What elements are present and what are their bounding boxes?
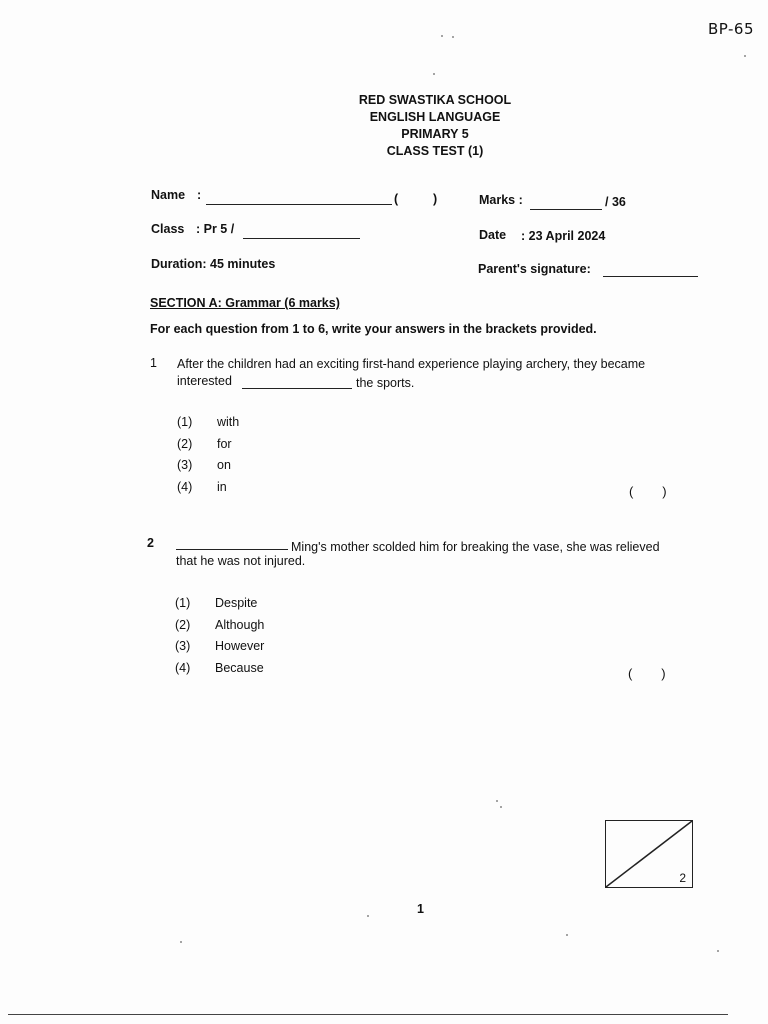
register-paren-close: ) xyxy=(433,192,438,206)
option-number: (1) xyxy=(175,596,191,610)
option-text: Although xyxy=(215,617,265,632)
class-label: Class xyxy=(151,222,185,236)
question-1-text-end: the sports. xyxy=(356,376,415,390)
bottom-rule xyxy=(8,1014,728,1015)
name-colon: : xyxy=(197,188,202,202)
date-label: Date xyxy=(479,228,507,242)
scan-speck xyxy=(367,915,369,917)
scan-speck xyxy=(717,950,719,952)
question-1-answer-bracket[interactable]: ( ) xyxy=(629,484,667,499)
scan-speck xyxy=(744,55,746,57)
question-2-blank[interactable] xyxy=(176,536,288,550)
option-text: in xyxy=(217,479,227,494)
question-2-number: 2 xyxy=(147,536,154,550)
option-number: (1) xyxy=(177,415,193,429)
question-1-text-line2: interested xyxy=(177,374,232,388)
option-number: (3) xyxy=(175,639,191,653)
question-2-text-line2: that he was not injured. xyxy=(176,554,306,568)
option-text: Because xyxy=(215,660,264,675)
option-number: (4) xyxy=(175,660,191,675)
scan-speck xyxy=(441,35,443,37)
option-number: (2) xyxy=(175,617,191,632)
question-2-answer-bracket[interactable]: ( ) xyxy=(628,666,666,681)
question-1-options xyxy=(177,412,239,498)
option-number: (2) xyxy=(177,436,193,451)
scan-speck xyxy=(496,800,498,802)
option-text: However xyxy=(215,639,265,653)
question-2-options xyxy=(175,593,264,679)
test-name: CLASS TEST (1) xyxy=(386,144,484,158)
option-row[interactable] xyxy=(175,636,264,658)
section-instruction: For each question from 1 to 6, write your answers in the brackets provided. xyxy=(150,322,597,336)
name-field[interactable] xyxy=(206,190,392,205)
option-text: Despite xyxy=(215,596,258,610)
scan-speck xyxy=(180,941,182,943)
exam-header xyxy=(300,92,570,160)
name-label: Name xyxy=(151,188,186,202)
option-row[interactable] xyxy=(177,434,239,456)
duration: Duration: 45 minutes xyxy=(151,257,276,271)
option-text: on xyxy=(217,458,231,472)
signature-label: Parent's signature: xyxy=(478,262,591,276)
scan-speck xyxy=(566,934,568,936)
option-row[interactable] xyxy=(175,593,264,615)
option-text: for xyxy=(217,436,232,451)
scan-speck xyxy=(433,73,435,75)
section-title: SECTION A: Grammar (6 marks) xyxy=(150,296,340,310)
date-value: : 23 April 2024 xyxy=(521,229,606,243)
question-1-blank[interactable] xyxy=(242,374,352,389)
school-name: RED SWASTIKA SCHOOL xyxy=(358,93,512,107)
class-value: : Pr 5 / xyxy=(196,222,235,236)
marks-total: / 36 xyxy=(605,195,626,209)
register-paren-open: ( xyxy=(394,192,399,206)
question-2-text: Ming's mother scolded him for breaking the vase, she was relieved xyxy=(291,540,660,554)
subject-name: ENGLISH LANGUAGE xyxy=(369,110,501,124)
option-row[interactable] xyxy=(175,658,264,680)
option-row[interactable] xyxy=(175,615,264,637)
score-box-value: 2 xyxy=(679,871,686,885)
option-row[interactable] xyxy=(177,455,239,477)
option-number: (3) xyxy=(177,458,193,472)
level: PRIMARY 5 xyxy=(401,127,469,141)
option-number: (4) xyxy=(177,479,193,494)
signature-field[interactable] xyxy=(603,262,698,277)
option-row[interactable] xyxy=(177,477,239,499)
option-text: with xyxy=(217,415,240,429)
class-field[interactable] xyxy=(243,224,360,239)
marks-field[interactable] xyxy=(530,195,602,210)
score-box xyxy=(605,820,693,888)
question-1-text: After the children had an exciting first-hand experience playing archery, they became xyxy=(177,357,646,371)
scan-speck xyxy=(500,806,502,808)
option-row[interactable] xyxy=(177,412,239,434)
question-1-number: 1 xyxy=(150,356,157,370)
page-number: 1 xyxy=(417,902,424,916)
document-code: BP-65 xyxy=(707,20,754,38)
scan-speck xyxy=(452,36,454,38)
marks-label: Marks : xyxy=(479,193,523,207)
